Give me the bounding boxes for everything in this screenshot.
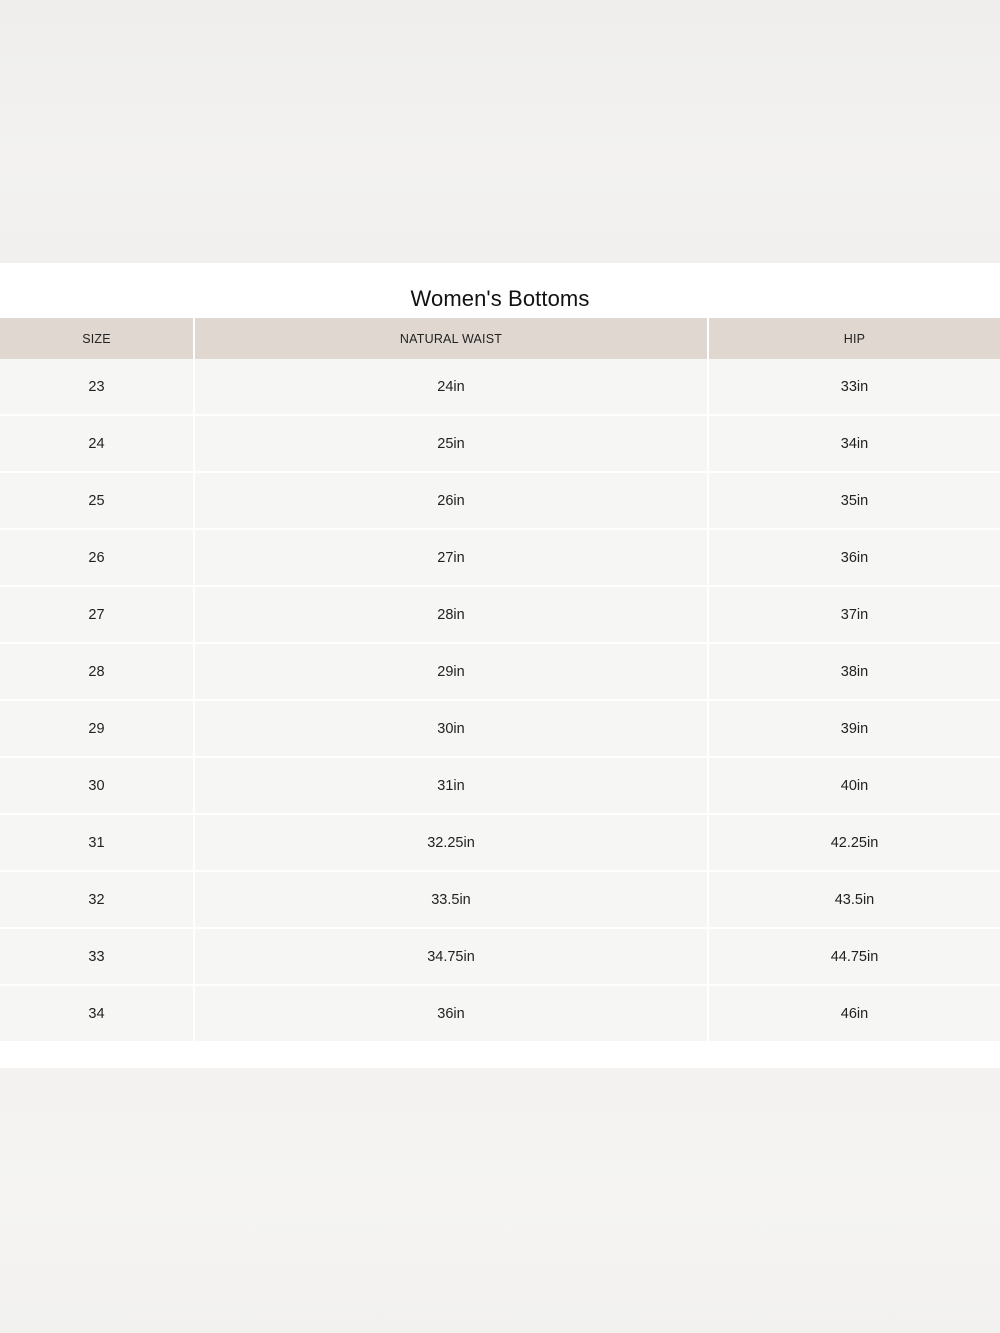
cell-natural-waist: 26in bbox=[194, 472, 708, 529]
cell-size: 28 bbox=[0, 643, 194, 700]
cell-size: 27 bbox=[0, 586, 194, 643]
cell-hip: 38in bbox=[708, 643, 1000, 700]
cell-hip: 39in bbox=[708, 700, 1000, 757]
table-row bbox=[0, 928, 1000, 985]
top-background bbox=[0, 0, 1000, 263]
table-row bbox=[0, 359, 1000, 415]
cell-hip: 44.75in bbox=[708, 928, 1000, 985]
cell-hip: 36in bbox=[708, 529, 1000, 586]
chart-title: Women's Bottoms bbox=[410, 286, 590, 311]
cell-natural-waist: 28in bbox=[194, 586, 708, 643]
cell-natural-waist: 36in bbox=[194, 985, 708, 1042]
table-header-row bbox=[0, 318, 1000, 359]
column-header-size: SIZE bbox=[0, 318, 194, 359]
cell-natural-waist: 24in bbox=[194, 359, 708, 415]
cell-natural-waist: 29in bbox=[194, 643, 708, 700]
bottom-background bbox=[0, 1068, 1000, 1333]
size-chart-card bbox=[0, 263, 1000, 1068]
table-row bbox=[0, 814, 1000, 871]
table-row bbox=[0, 700, 1000, 757]
cell-natural-waist: 25in bbox=[194, 415, 708, 472]
table-row bbox=[0, 529, 1000, 586]
column-header-natural-waist: NATURAL WAIST bbox=[194, 318, 708, 359]
cell-size: 26 bbox=[0, 529, 194, 586]
cell-size: 24 bbox=[0, 415, 194, 472]
cell-natural-waist: 27in bbox=[194, 529, 708, 586]
cell-hip: 43.5in bbox=[708, 871, 1000, 928]
cell-size: 23 bbox=[0, 359, 194, 415]
cell-hip: 33in bbox=[708, 359, 1000, 415]
cell-size: 33 bbox=[0, 928, 194, 985]
cell-hip: 46in bbox=[708, 985, 1000, 1042]
cell-size: 30 bbox=[0, 757, 194, 814]
cell-hip: 40in bbox=[708, 757, 1000, 814]
table-row bbox=[0, 985, 1000, 1042]
table-row bbox=[0, 871, 1000, 928]
cell-size: 25 bbox=[0, 472, 194, 529]
table-row bbox=[0, 586, 1000, 643]
cell-size: 29 bbox=[0, 700, 194, 757]
cell-hip: 42.25in bbox=[708, 814, 1000, 871]
cell-hip: 37in bbox=[708, 586, 1000, 643]
size-table bbox=[0, 318, 1000, 1043]
table-row bbox=[0, 757, 1000, 814]
table-row bbox=[0, 643, 1000, 700]
cell-natural-waist: 34.75in bbox=[194, 928, 708, 985]
cell-natural-waist: 31in bbox=[194, 757, 708, 814]
cell-size: 31 bbox=[0, 814, 194, 871]
table-row bbox=[0, 472, 1000, 529]
cell-natural-waist: 33.5in bbox=[194, 871, 708, 928]
cell-size: 34 bbox=[0, 985, 194, 1042]
cell-hip: 35in bbox=[708, 472, 1000, 529]
cell-size: 32 bbox=[0, 871, 194, 928]
cell-natural-waist: 32.25in bbox=[194, 814, 708, 871]
table-row bbox=[0, 415, 1000, 472]
cell-natural-waist: 30in bbox=[194, 700, 708, 757]
cell-hip: 34in bbox=[708, 415, 1000, 472]
column-header-hip: HIP bbox=[708, 318, 1000, 359]
